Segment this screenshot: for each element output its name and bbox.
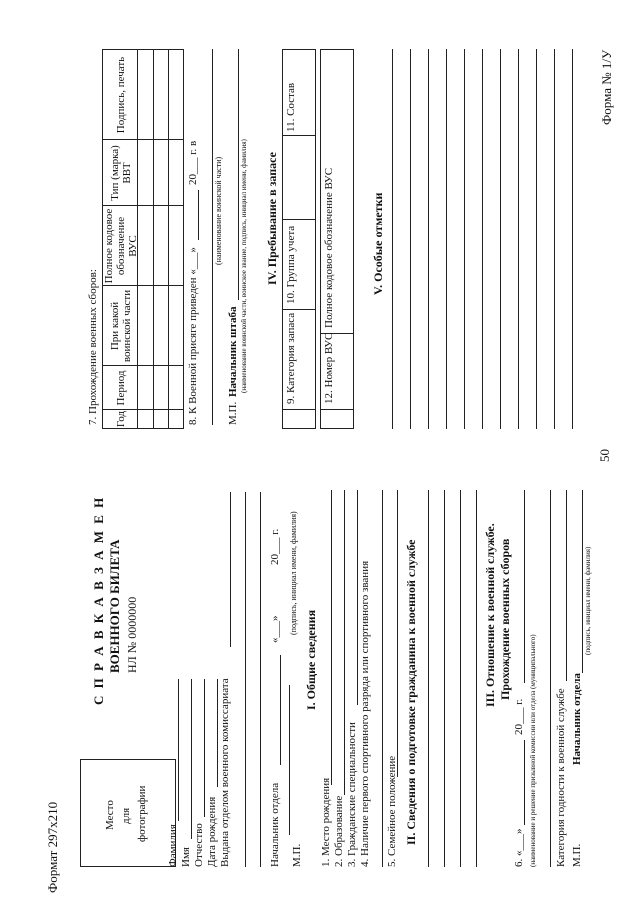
section1-title: I. Общие сведения	[304, 609, 318, 710]
fitness-category-label: Категория годности к военной службе	[555, 688, 567, 867]
section3-item6-year: 20___ г.	[513, 698, 525, 735]
cert-mp: М.П.	[291, 843, 303, 867]
vus-full-code: Полное кодовое обозначение ВУС	[323, 167, 335, 328]
page-number: 50	[597, 449, 612, 462]
section1-item3: 3. Гражданские специальности	[346, 722, 358, 867]
field-name: Имя	[180, 847, 192, 867]
certificate-number: НЛ № 0000000	[125, 596, 139, 673]
section8-text: 8. К Военной присяге приведен «___»	[187, 247, 199, 425]
section3-signature-caption: (подпись, инициал имени, фамилия)	[584, 546, 592, 655]
reserve-table-1	[282, 49, 316, 429]
blank-line-2	[260, 492, 261, 867]
photo-label-line2: для	[120, 807, 132, 824]
reserve-group: 10. Группа учета	[285, 225, 297, 304]
field-issued-by: Выдана отделом военного комиссариата	[219, 678, 231, 867]
s3-blank-line	[550, 490, 551, 867]
head-sign-line	[280, 655, 281, 765]
s2-line-4	[476, 490, 477, 867]
cert-signature-caption: (подпись, инициал имени, фамилия)	[289, 511, 298, 635]
certificate-title-line2: ВОЕННОГО БИЛЕТА	[107, 539, 122, 673]
col-vus: Полное кодовое обозначение ВУС	[102, 208, 140, 284]
blank-line-3	[382, 490, 383, 867]
photo-placeholder-box	[80, 759, 176, 867]
name-line	[191, 679, 192, 839]
item1-line	[331, 490, 332, 785]
col-unit: При какой воинской части	[108, 289, 133, 363]
section1-item1: 1. Место рождения	[320, 777, 332, 867]
item6-line	[524, 490, 525, 683]
section8-mp: М.П.	[227, 401, 239, 425]
section2-title: II. Сведения о подготовке гражданина к военной службе	[404, 539, 418, 845]
col-year: Год	[114, 410, 127, 428]
cert-date-year: 20___ г.	[269, 528, 281, 565]
photo-label-line3: фотографии	[136, 785, 148, 842]
section1-item2: 2. Образование	[333, 795, 345, 867]
section1-item4: 4. Наличие первого спортивного разряда или спортивного звания	[359, 560, 371, 867]
section4-title: IV. Пребывание в запасе	[265, 152, 279, 285]
format-label: Формат 297х210	[45, 801, 60, 893]
reserve-category: 9. Категория запаса	[285, 312, 297, 404]
vus-number: 12. Номер ВУС	[323, 332, 335, 404]
section3-title-line2: Прохождение военных сборов	[498, 538, 512, 700]
surname-line	[178, 679, 179, 821]
head-staff-caption: (наименование воинской части, воинское звание, подпись, инициал имени, фамилия)	[240, 139, 248, 393]
cert-date-quotes: «___»	[269, 615, 281, 643]
photo-label-line1: Место	[104, 800, 116, 830]
section8-year: 20___ г. в	[187, 140, 199, 185]
section5-title: V. Особые отметки	[371, 192, 385, 295]
head-staff-label: Начальник штаба	[227, 306, 239, 397]
form-number: Форма № 1/У	[599, 49, 614, 125]
s2-line-2	[444, 490, 445, 867]
section3-title-line1: III. Отношение к военной службе.	[483, 523, 497, 707]
section3-item6: 6. «___»	[513, 828, 525, 867]
fitness-line	[566, 490, 567, 681]
patronymic-line	[204, 679, 205, 817]
item2-line	[344, 490, 345, 795]
item3-line	[357, 490, 358, 705]
section3-mp: М.П.	[571, 843, 583, 867]
military-camps-table	[102, 49, 184, 429]
section3-head-label: Начальник отдела	[571, 673, 583, 765]
col-period: Период	[114, 370, 127, 406]
issued-by-line	[230, 492, 231, 647]
reserve-composition: 11. Состав	[285, 82, 297, 132]
reserve-table-2	[320, 49, 354, 429]
head-of-dept-label: Начальник отдела	[269, 782, 281, 867]
section1-item5: 5. Семейное положение	[386, 755, 398, 867]
field-surname: Фамилия	[167, 824, 179, 867]
col-signature: Подпись, печать	[114, 56, 127, 134]
certificate-title: С П Р А В К А В З А М Е Н	[91, 495, 106, 705]
mp-line	[289, 685, 290, 835]
birthdate-line	[217, 679, 218, 787]
field-patronymic: Отчество	[193, 823, 205, 867]
section7-title: 7. Прохождение военных сборов:	[87, 269, 99, 425]
col-vvt: Тип (марка) ВВТ	[108, 145, 133, 201]
s2-line-1	[428, 490, 429, 867]
field-birthdate: Дата рождения	[206, 796, 218, 867]
head-staff-line	[238, 49, 239, 300]
oath-date-line	[198, 190, 199, 240]
decision-caption: (наименование и решение призывной комиссии или отдела (муниципального)	[529, 634, 537, 867]
item6-date-line	[524, 740, 525, 825]
s2-line-3	[460, 490, 461, 867]
oath-unit-caption: (наименование воинской части)	[214, 156, 223, 265]
item5-line	[397, 490, 398, 777]
oath-unit-line	[212, 49, 213, 425]
blank-line-1	[245, 492, 246, 867]
s3-sign-line	[582, 490, 583, 673]
